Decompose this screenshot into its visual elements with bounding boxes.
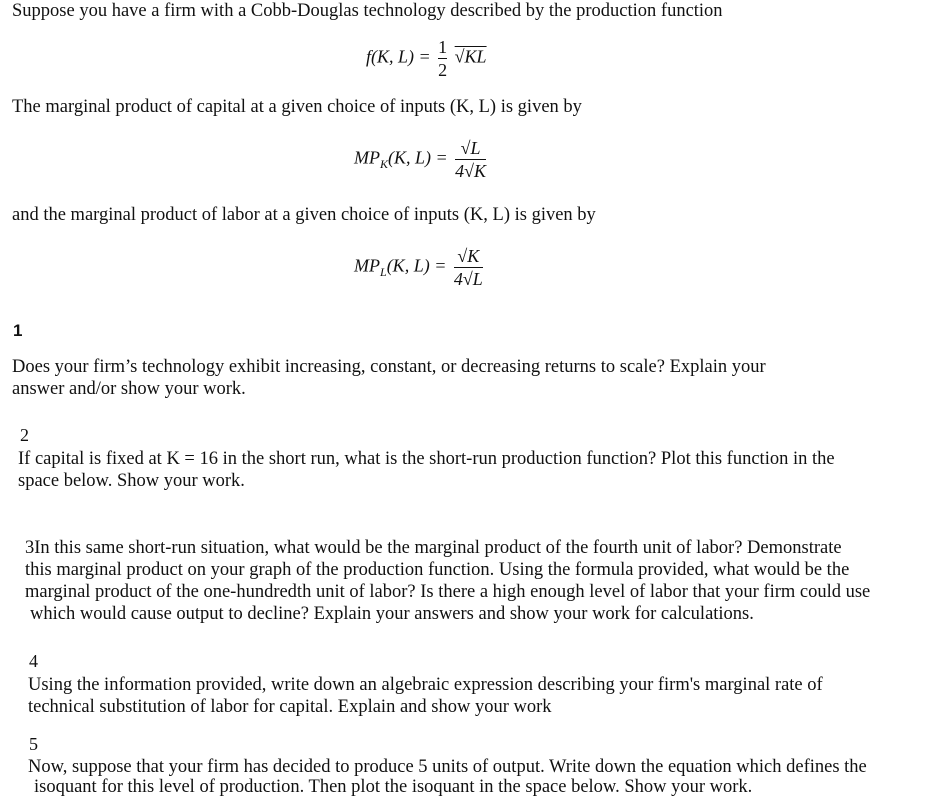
radical-kl: √KL: [454, 46, 487, 67]
production-function-equation: [366, 37, 487, 80]
fraction-bar: [455, 159, 486, 160]
fraction-half: [438, 37, 447, 80]
question-1-number: 1: [13, 321, 23, 340]
mpk-fraction: [455, 138, 486, 181]
mpk-numerator: √L: [460, 138, 481, 158]
mpl-denominator: 4√L: [453, 269, 483, 289]
fraction-bar: [438, 58, 447, 59]
question-4-line-2: technical substitution of labor for capital. Explain and show your work: [28, 697, 552, 717]
question-2-number: 2: [20, 425, 29, 445]
mpk-lhs-rest: (K, L) =: [388, 147, 448, 168]
fraction-numerator: 1: [438, 37, 448, 57]
mpl-lhs-rest: (K, L) =: [386, 255, 447, 276]
question-3-line-2: this marginal product on your graph of the production function. Using the formula provided, what would be the: [25, 560, 850, 580]
mpl-numerator: √K: [457, 246, 480, 266]
question-3-line-3: marginal product of the one-hundredth unit of labor? Is there a high enough level of labor that your firm could use: [25, 582, 871, 602]
mpk-lhs-sub: K: [380, 157, 389, 172]
mpk-lhs-main: MP: [354, 147, 380, 168]
question-5-line-2: isoquant for this level of production. Then plot the isoquant in the space below. Show your work.: [34, 777, 753, 797]
mpl-fraction: [454, 246, 483, 289]
fraction-bar: [454, 267, 483, 268]
mpl-equation: [354, 246, 486, 289]
mpl-lhs-main: MP: [354, 255, 380, 276]
question-1-line-1: Does your firm’s technology exhibit increasing, constant, or decreasing returns to scale? Explain your: [12, 357, 766, 377]
mpk-denominator: 4√K: [455, 161, 487, 181]
question-4-line-1: Using the information provided, write down an algebraic expression describing your firm's marginal rate of: [28, 675, 823, 695]
question-2-line-1: If capital is fixed at K = 16 in the short run, what is the short-run production function? Plot this function in the: [18, 449, 835, 469]
question-5-number: 5: [29, 734, 38, 754]
mpk-equation: [354, 138, 489, 181]
mpk-intro-text: The marginal product of capital at a given choice of inputs (K, L) is given by: [12, 97, 582, 117]
mpl-intro-text: and the marginal product of labor at a given choice of inputs (K, L) is given by: [12, 205, 596, 225]
question-4-number: 4: [29, 651, 38, 671]
question-2-line-2: space below. Show your work.: [18, 471, 245, 491]
question-3-line-4: which would cause output to decline? Explain your answers and show your work for calculations.: [30, 604, 754, 624]
question-1-line-2: answer and/or show your work.: [12, 379, 246, 399]
equation-lhs: f(K, L) =: [366, 46, 431, 67]
fraction-denominator: 2: [438, 60, 448, 80]
intro-text: Suppose you have a firm with a Cobb-Douglas technology described by the production function: [12, 1, 723, 21]
question-5-line-1: Now, suppose that your firm has decided to produce 5 units of output. Write down the equation which defines the: [28, 757, 867, 777]
question-3-line-1: 3In this same short-run situation, what would be the marginal product of the fourth unit of labor? Demonstrate: [25, 538, 842, 558]
mpl-lhs-sub: L: [380, 265, 387, 280]
